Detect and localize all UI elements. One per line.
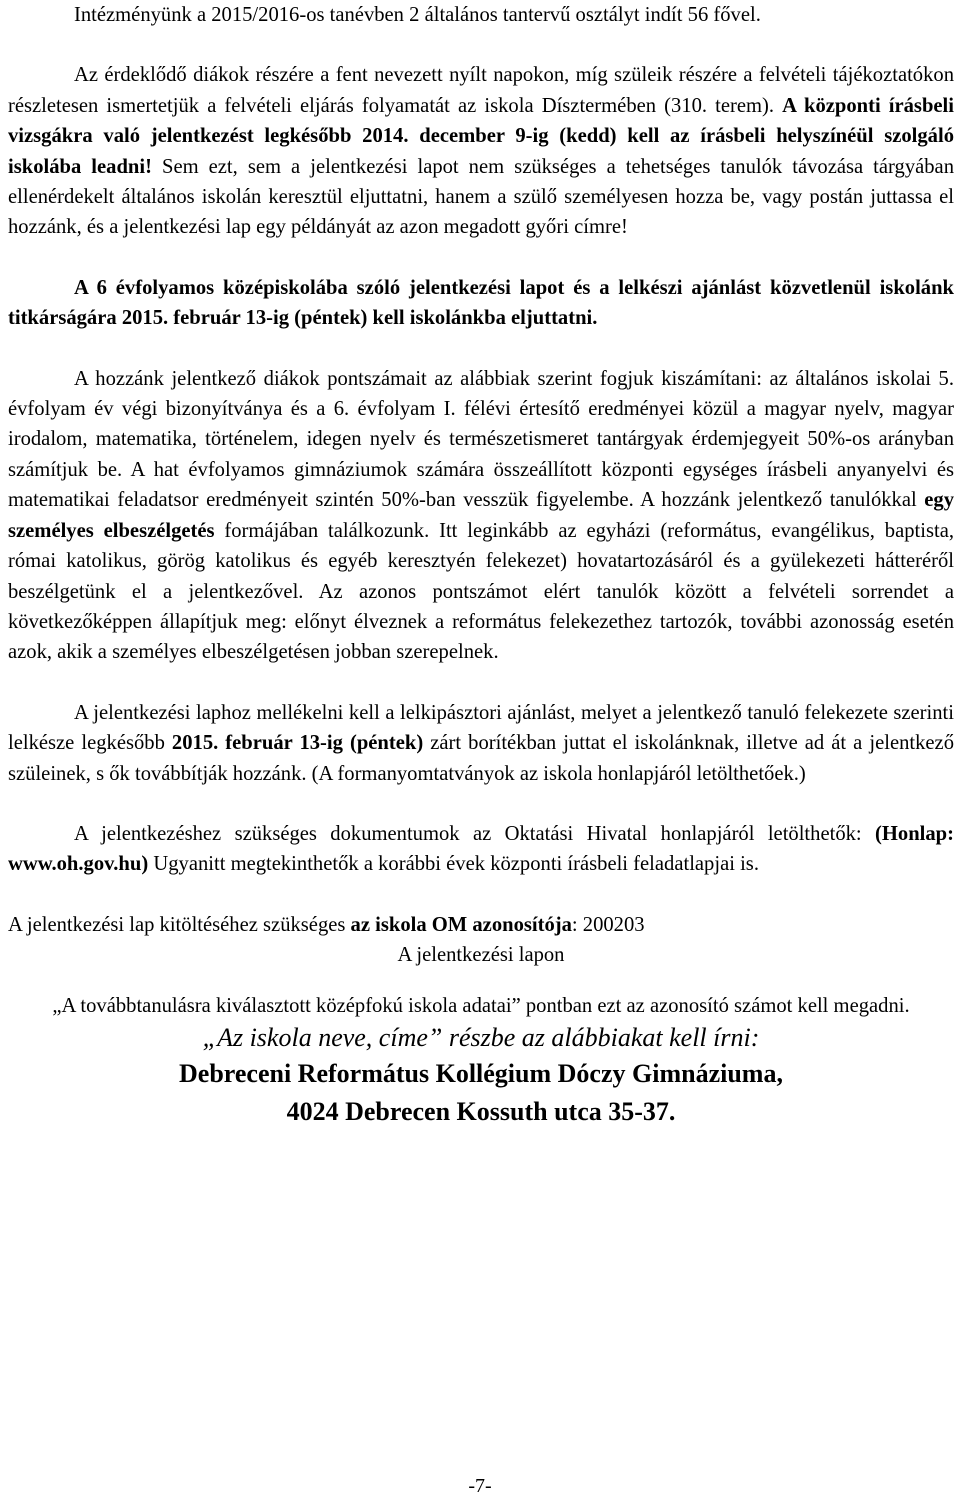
documents-text: A jelentkezéshez szükséges dokumentumok az Oktatási Hivatal honlapjáról letölthetők:	[74, 822, 876, 845]
interview-text: egy személyes elbeszélgetés	[8, 489, 954, 542]
application-deadline-text: A 6 évfolyamos középiskolába szóló jelentkezési lapot és a lelkészi ajánlást közvetlenül iskolánk titkárságára 2015. február 13-ig (péntek) kell iskolánkba eljuttatni.	[8, 276, 954, 330]
recommendation-text: A jelentkezési laphoz mellékelni kell a lelkipásztori ajánlást, melyet a jelentkező tanuló felekezete szerinti lelkésze legkésőbb	[8, 701, 954, 755]
recommendation-deadline: 2015. február 13-ig (péntek)	[171, 732, 424, 755]
website-link: (Honlap: www.oh.gov.hu)	[8, 822, 954, 876]
om-id-value: : 200203	[571, 913, 645, 936]
school-name-instruction: „Az iskola neve, címe” részbe az alábbiakat kell írni:	[202, 1022, 760, 1052]
om-id-label: az iskola OM azonosítója	[350, 913, 572, 936]
document-page	[8, 0, 954, 1131]
paragraph-documents	[8, 819, 954, 880]
scoring-continued-text: formájában találkozunk. Itt leginkább az egyházi (református, evangélikus, baptista, római katolikus, görög katolikus és egyéb keresztyén felekezet) hovatartozásáról és a gyülekezeti hátteréről beszélgetünk el a jelentkezővel. Az azonos pontszámot elért tanulók között a felvételi sorrendet a következőképpen állapítjuk meg: előnyt élveznek a református felekezethez tartozók, további azonosság esetén azok, akik a személyes elbeszélgetésen jobban szerepelnek.	[8, 519, 954, 664]
paragraph-class-launch: Intézményünk a 2015/2016-os tanévben 2 általános tantervű osztályt indít 56 fővel.	[74, 4, 761, 26]
documents-continued-text: Ugyanitt megtekinthetők a korábbi évek központi írásbeli feladatlapjai is.	[148, 853, 759, 876]
school-address: 4024 Debrecen Kossuth utca 35-37.	[286, 1096, 676, 1126]
om-id-text: A jelentkezési lap kitöltéséhez szükséges	[8, 913, 351, 936]
paragraph-application-deadline	[8, 273, 954, 334]
open-days-text: Az érdeklődő diákok részére a fent nevezett nyílt napokon, míg szüleik részére a felvételi tájékoztatókon részletesen ismertetjük a felvételi eljárás folyamatát az iskola Dísztermében (310. terem).	[8, 64, 954, 117]
paragraph-recommendation	[8, 698, 954, 789]
application-form-label: A jelentkezési lapon	[397, 944, 565, 967]
written-exam-deadline: A központi írásbeli vizsgákra való jelentkezést legkésőbb 2014. december 9-ig (kedd) kell az írásbeli helyszínéül szolgáló iskolába leadni!	[8, 94, 954, 178]
school-name: Debreceni Református Kollégium Dóczy Gimnáziuma,	[179, 1058, 783, 1088]
paragraph-scoring	[8, 364, 954, 668]
paragraph-open-days	[8, 60, 954, 242]
recommendation-continued-text: zárt borítékban juttat el iskolánknak, illetve ad át a jelentkező szüleinek, s ők továbbítják hozzánk. (A formanyomtatványok az iskola honlapjáról letölthetőek.)	[8, 732, 954, 785]
form-field-instruction: „A továbbtanulásra kiválasztott középfokú iskola adatai” pontban ezt az azonosító számot kell megadni.	[52, 994, 910, 1017]
scoring-text: A hozzánk jelentkező diákok pontszámait az alábbiak szerint fogjuk kiszámítani: az általános iskolai 5. évfolyam év végi bizonyítványa és a 6. évfolyam I. félévi értesítő eredményei közül a magyar nyelv, magyar irodalom, matematika, történelem, idegen nyelv és természetismeret tantárgyak érdemjegyeit 50%-os arányban számítjuk be. A hat évfolyamos gimnáziumok számára összeállított központi egységes írásbeli anyanyelvi és matematikai feladatsor eredményeit szintén 50%-ban vesszük figyelembe. A hozzánk jelentkező tanulókkal	[8, 367, 954, 512]
submission-text: Sem ezt, sem a jelentkezési lapot nem szükséges a tehetséges tanulók távozása tárgyában ellenérdekelt általános iskolán keresztül eljuttatni, hanem a szülő személyesen hozza be, vagy postán juttassa el hozzánk, és a jelentkezési lap egy példányát az azon megadott győri címre!	[8, 155, 954, 239]
paragraph-om-id	[8, 910, 954, 940]
page-number: -7-	[468, 1475, 492, 1497]
